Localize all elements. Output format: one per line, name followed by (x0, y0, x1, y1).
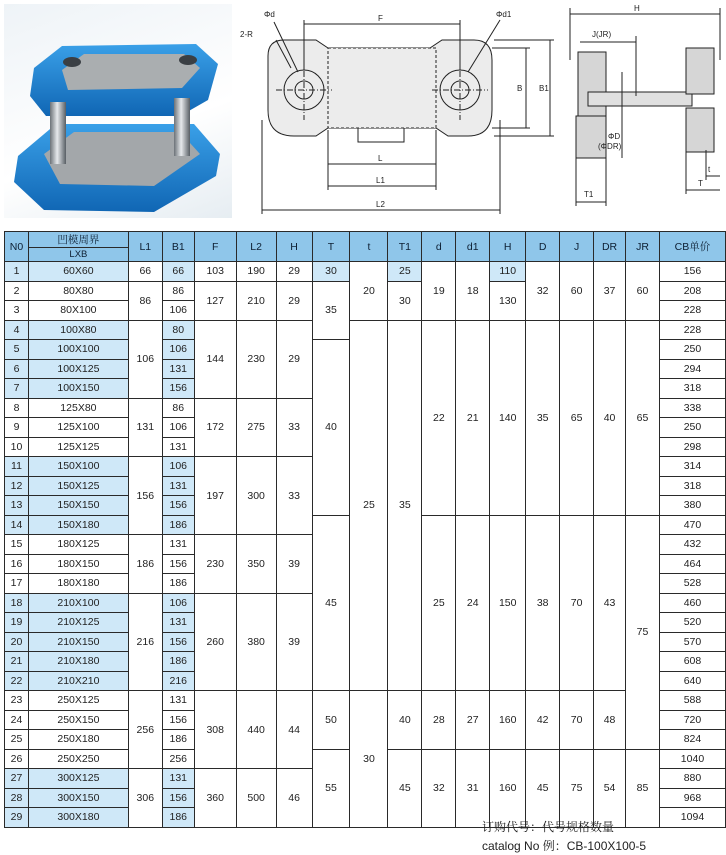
die-perimeter-cell: 150X150 (28, 496, 128, 516)
die-perimeter-cell: 80X100 (28, 301, 128, 321)
row-number-cell: 19 (5, 613, 29, 633)
l1-cell: 256 (128, 691, 162, 769)
f-cell: 127 (194, 281, 236, 320)
price-cell: 528 (659, 574, 725, 594)
price-cell: 608 (659, 652, 725, 672)
b1-cell: 131 (162, 437, 194, 457)
l1-cell: 106 (128, 320, 162, 398)
row-number-cell: 14 (5, 515, 29, 535)
l2-cell: 230 (236, 320, 276, 398)
row-number-cell: 8 (5, 398, 29, 418)
h2-cell: 130 (490, 281, 526, 320)
label-l2: L2 (376, 200, 385, 209)
price-cell: 520 (659, 613, 725, 633)
row-number-cell: 21 (5, 652, 29, 672)
l2-cell: 500 (236, 769, 276, 828)
h-cell: 39 (276, 535, 312, 594)
b1-cell: 131 (162, 476, 194, 496)
b1-cell: 106 (162, 301, 194, 321)
price-cell: 720 (659, 710, 725, 730)
row-number-cell: 16 (5, 554, 29, 574)
t1-cell: 45 (388, 749, 422, 827)
b1-cell: 131 (162, 691, 194, 711)
f-cell: 230 (194, 535, 236, 594)
header-l2: L2 (236, 232, 276, 262)
label-phi-d-big: ΦD (608, 132, 621, 141)
header-l1: L1 (128, 232, 162, 262)
price-cell: 470 (659, 515, 725, 535)
die-perimeter-cell: 125X80 (28, 398, 128, 418)
header-d: d (422, 232, 456, 262)
b1-cell: 131 (162, 535, 194, 555)
row-number-cell: 24 (5, 710, 29, 730)
row-number-cell: 7 (5, 379, 29, 399)
f-cell: 197 (194, 457, 236, 535)
d-cell: 19 (422, 262, 456, 321)
l1-cell: 66 (128, 262, 162, 282)
b1-cell: 131 (162, 613, 194, 633)
dd-cell: 38 (526, 515, 560, 691)
spec-table (4, 231, 726, 828)
price-cell: 824 (659, 730, 725, 750)
h-cell: 33 (276, 457, 312, 535)
row-number-cell: 20 (5, 632, 29, 652)
b1-cell: 156 (162, 788, 194, 808)
t-cell: 50 (312, 691, 350, 750)
price-cell: 298 (659, 437, 725, 457)
header-dd: D (526, 232, 560, 262)
table-row (5, 320, 726, 340)
h-cell: 46 (276, 769, 312, 828)
die-perimeter-cell: 210X150 (28, 632, 128, 652)
l1-cell: 216 (128, 593, 162, 691)
die-perimeter-cell: 100X125 (28, 359, 128, 379)
die-perimeter-cell: 210X125 (28, 613, 128, 633)
d1-cell: 27 (456, 691, 490, 750)
b1-cell: 156 (162, 632, 194, 652)
t-small-cell: 20 (350, 262, 388, 321)
row-number-cell: 28 (5, 788, 29, 808)
header-b1: B1 (162, 232, 194, 262)
row-number-cell: 13 (5, 496, 29, 516)
t-cell: 45 (312, 515, 350, 691)
die-perimeter-cell: 180X150 (28, 554, 128, 574)
h-cell: 33 (276, 398, 312, 457)
price-cell: 250 (659, 418, 725, 438)
dr-cell: 43 (594, 515, 626, 691)
price-cell: 318 (659, 379, 725, 399)
j-cell: 70 (560, 515, 594, 691)
h-cell: 29 (276, 320, 312, 398)
catalog-example-line: catalog No 例：CB-100X100-5 (482, 839, 647, 853)
price-cell: 250 (659, 340, 725, 360)
label-t1: T1 (584, 190, 594, 199)
label-l: L (378, 154, 383, 163)
b1-cell: 106 (162, 418, 194, 438)
b1-cell: 106 (162, 457, 194, 477)
t1-cell: 30 (388, 281, 422, 320)
die-perimeter-cell: 250X125 (28, 691, 128, 711)
d1-cell: 24 (456, 515, 490, 691)
die-perimeter-cell: 210X100 (28, 593, 128, 613)
row-number-cell: 29 (5, 808, 29, 828)
die-perimeter-cell: 210X180 (28, 652, 128, 672)
f-cell: 360 (194, 769, 236, 828)
h2-cell: 140 (490, 320, 526, 515)
l2-cell: 380 (236, 593, 276, 691)
b1-cell: 106 (162, 340, 194, 360)
label-f: F (378, 14, 383, 23)
price-cell: 314 (659, 457, 725, 477)
die-perimeter-cell: 210X210 (28, 671, 128, 691)
header-t: T (312, 232, 350, 262)
h-cell: 44 (276, 691, 312, 769)
price-cell: 318 (659, 476, 725, 496)
b1-cell: 86 (162, 281, 194, 301)
die-perimeter-cell: 180X180 (28, 574, 128, 594)
b1-cell: 106 (162, 593, 194, 613)
jr-cell: 75 (626, 515, 660, 749)
price-cell: 156 (659, 262, 725, 282)
row-number-cell: 27 (5, 769, 29, 789)
l1-cell: 86 (128, 281, 162, 320)
l1-cell: 156 (128, 457, 162, 535)
t-cell: 55 (312, 749, 350, 827)
label-j-jr: J(JR) (592, 30, 612, 39)
b1-cell: 186 (162, 652, 194, 672)
die-perimeter-cell: 300X150 (28, 788, 128, 808)
label-t: T (698, 179, 703, 188)
row-number-cell: 3 (5, 301, 29, 321)
header-j: J (560, 232, 594, 262)
row-number-cell: 12 (5, 476, 29, 496)
technical-drawing (236, 0, 726, 222)
header-cb-price: CB单价 (659, 232, 725, 262)
dr-cell: 37 (594, 262, 626, 321)
die-perimeter-cell: 250X180 (28, 730, 128, 750)
header-no: N0 (5, 232, 29, 262)
header-t1: T1 (388, 232, 422, 262)
t1-cell: 40 (388, 691, 422, 750)
b1-cell: 156 (162, 496, 194, 516)
row-number-cell: 11 (5, 457, 29, 477)
row-number-cell: 18 (5, 593, 29, 613)
f-cell: 103 (194, 262, 236, 282)
f-cell: 308 (194, 691, 236, 769)
die-perimeter-cell: 125X125 (28, 437, 128, 457)
row-number-cell: 22 (5, 671, 29, 691)
t1-cell: 35 (388, 320, 422, 691)
j-cell: 60 (560, 262, 594, 321)
die-perimeter-cell: 100X100 (28, 340, 128, 360)
l1-cell: 306 (128, 769, 162, 828)
die-perimeter-cell: 80X80 (28, 281, 128, 301)
b1-cell: 216 (162, 671, 194, 691)
die-perimeter-cell: 250X150 (28, 710, 128, 730)
l1-cell: 131 (128, 398, 162, 457)
row-number-cell: 1 (5, 262, 29, 282)
dd-cell: 45 (526, 749, 560, 827)
header-f: F (194, 232, 236, 262)
label-h: H (634, 4, 640, 13)
row-number-cell: 15 (5, 535, 29, 555)
dd-cell: 32 (526, 262, 560, 321)
price-cell: 228 (659, 320, 725, 340)
d1-cell: 21 (456, 320, 490, 515)
h2-cell: 110 (490, 262, 526, 282)
l1-cell: 186 (128, 535, 162, 594)
die-perimeter-cell: 150X100 (28, 457, 128, 477)
table-row (5, 262, 726, 282)
h2-cell: 150 (490, 515, 526, 691)
header-h2: H (490, 232, 526, 262)
t-cell: 40 (312, 340, 350, 516)
header-die-perimeter: 凹模周界 (28, 232, 128, 248)
die-perimeter-cell: 150X180 (28, 515, 128, 535)
h2-cell: 160 (490, 749, 526, 827)
b1-cell: 186 (162, 515, 194, 535)
row-number-cell: 9 (5, 418, 29, 438)
h2-cell: 160 (490, 691, 526, 750)
t-cell: 35 (312, 281, 350, 340)
h-cell: 39 (276, 593, 312, 691)
price-cell: 640 (659, 671, 725, 691)
label-phi-d1: Φd1 (496, 10, 512, 19)
header-t-small: t (350, 232, 388, 262)
label-b1: B1 (539, 84, 549, 93)
die-perimeter-cell: 100X150 (28, 379, 128, 399)
t-small-cell: 30 (350, 691, 388, 828)
f-cell: 260 (194, 593, 236, 691)
l2-cell: 300 (236, 457, 276, 535)
dd-cell: 42 (526, 691, 560, 750)
order-code-line: 订购代号：代号规格数量 (482, 820, 615, 834)
label-t-small: t (708, 165, 711, 174)
dd-cell: 35 (526, 320, 560, 515)
die-perimeter-cell: 100X80 (28, 320, 128, 340)
d-cell: 22 (422, 320, 456, 515)
label-b: B (517, 84, 523, 93)
header-jr: JR (626, 232, 660, 262)
l2-cell: 210 (236, 281, 276, 320)
price-cell: 570 (659, 632, 725, 652)
row-number-cell: 25 (5, 730, 29, 750)
b1-cell: 186 (162, 574, 194, 594)
row-number-cell: 17 (5, 574, 29, 594)
die-perimeter-cell: 300X125 (28, 769, 128, 789)
product-photo (4, 4, 232, 218)
f-cell: 172 (194, 398, 236, 457)
row-number-cell: 5 (5, 340, 29, 360)
header-dr: DR (594, 232, 626, 262)
header-lxb: LXB (28, 248, 128, 262)
t-cell: 30 (312, 262, 350, 282)
h-cell: 29 (276, 281, 312, 320)
price-cell: 294 (659, 359, 725, 379)
dr-cell: 40 (594, 320, 626, 515)
price-cell: 460 (659, 593, 725, 613)
die-perimeter-cell: 180X125 (28, 535, 128, 555)
price-cell: 1094 (659, 808, 725, 828)
l2-cell: 440 (236, 691, 276, 769)
die-perimeter-cell: 60X60 (28, 262, 128, 282)
row-number-cell: 26 (5, 749, 29, 769)
h-cell: 29 (276, 262, 312, 282)
b1-cell: 156 (162, 379, 194, 399)
label-l1: L1 (376, 176, 385, 185)
price-cell: 432 (659, 535, 725, 555)
b1-cell: 80 (162, 320, 194, 340)
price-cell: 588 (659, 691, 725, 711)
die-perimeter-cell: 150X125 (28, 476, 128, 496)
label-phi-dr: (ΦDR) (598, 142, 622, 151)
price-cell: 208 (659, 281, 725, 301)
f-cell: 144 (194, 320, 236, 398)
die-perimeter-cell: 250X250 (28, 749, 128, 769)
t1-cell: 25 (388, 262, 422, 282)
header-d1: d1 (456, 232, 490, 262)
price-cell: 380 (659, 496, 725, 516)
dr-cell: 48 (594, 691, 626, 750)
label-phi-d: Φd (264, 10, 275, 19)
b1-cell: 156 (162, 710, 194, 730)
price-cell: 464 (659, 554, 725, 574)
price-cell: 880 (659, 769, 725, 789)
jr-cell: 85 (626, 749, 660, 827)
d-cell: 25 (422, 515, 456, 691)
b1-cell: 131 (162, 769, 194, 789)
label-2r: 2-R (240, 30, 253, 39)
table-row (5, 691, 726, 711)
die-perimeter-cell: 125X100 (28, 418, 128, 438)
row-number-cell: 23 (5, 691, 29, 711)
d-cell: 32 (422, 749, 456, 827)
b1-cell: 86 (162, 398, 194, 418)
l2-cell: 350 (236, 535, 276, 594)
d1-cell: 31 (456, 749, 490, 827)
b1-cell: 186 (162, 808, 194, 828)
b1-cell: 256 (162, 749, 194, 769)
die-perimeter-cell: 300X180 (28, 808, 128, 828)
b1-cell: 66 (162, 262, 194, 282)
header-h: H (276, 232, 312, 262)
price-cell: 228 (659, 301, 725, 321)
l2-cell: 275 (236, 398, 276, 457)
row-number-cell: 10 (5, 437, 29, 457)
price-cell: 1040 (659, 749, 725, 769)
t-small-cell: 25 (350, 320, 388, 691)
row-number-cell: 2 (5, 281, 29, 301)
j-cell: 65 (560, 320, 594, 515)
b1-cell: 131 (162, 359, 194, 379)
price-cell: 968 (659, 788, 725, 808)
jr-cell: 60 (626, 262, 660, 321)
row-number-cell: 4 (5, 320, 29, 340)
row-number-cell: 6 (5, 359, 29, 379)
b1-cell: 156 (162, 554, 194, 574)
j-cell: 70 (560, 691, 594, 750)
price-cell: 338 (659, 398, 725, 418)
j-cell: 75 (560, 749, 594, 827)
l2-cell: 190 (236, 262, 276, 282)
d-cell: 28 (422, 691, 456, 750)
jr-cell: 65 (626, 320, 660, 515)
d1-cell: 18 (456, 262, 490, 321)
dr-cell: 54 (594, 749, 626, 827)
b1-cell: 186 (162, 730, 194, 750)
